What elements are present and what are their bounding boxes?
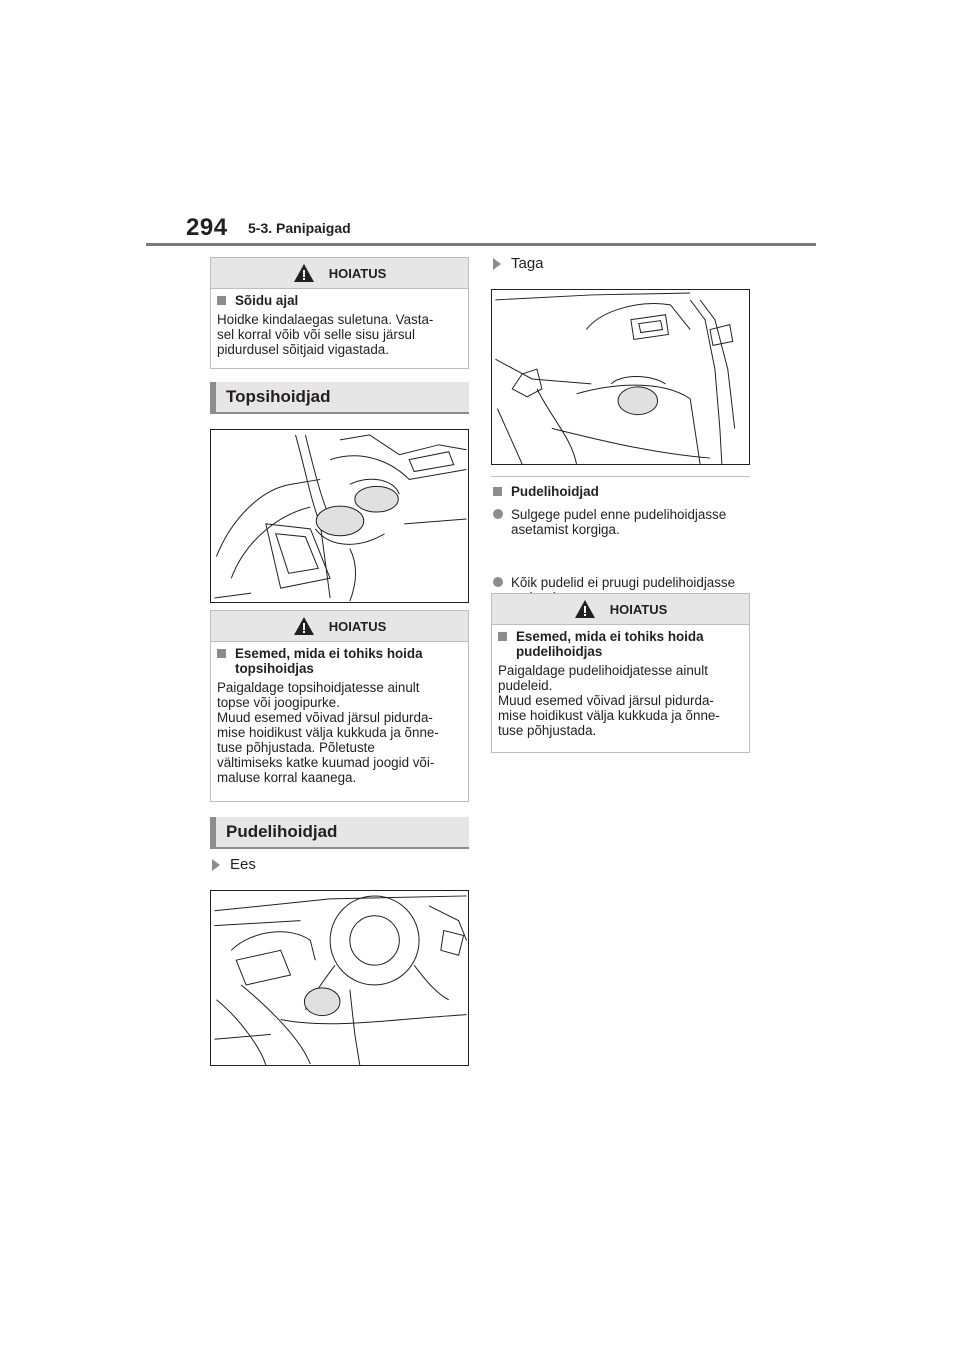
label-rear xyxy=(493,255,544,272)
label-rear-text: Taga xyxy=(511,255,544,272)
section-heading-text: Pudelihoidjad xyxy=(226,822,338,841)
bullet-item: Kõik pudelid ei pruugi pudelihoidjasse xyxy=(493,575,773,605)
heading-bar xyxy=(210,382,216,412)
warning-heading: HOIATUS xyxy=(328,265,387,281)
warning-text-line: tuse põhjustada. xyxy=(498,723,597,738)
warning-text-line: Muud esemed võivad järsul pidurda- xyxy=(498,693,714,708)
header-divider xyxy=(146,243,816,246)
warning-heading: HOIATUS xyxy=(328,618,387,634)
warning-text-line: Muud esemed võivad järsul pidurda- xyxy=(217,710,433,725)
warning-header xyxy=(211,258,468,289)
warning-text-line: tuse põhjustada. Põletuste xyxy=(217,740,375,755)
warning-header xyxy=(492,594,749,625)
bottleholder-subsection-title: Pudelihoidjad xyxy=(493,484,599,499)
heading-bar xyxy=(210,817,216,847)
circle-bullet-icon xyxy=(493,577,503,587)
warning-box-driving xyxy=(210,257,469,369)
warning-triangle-icon xyxy=(574,599,596,619)
warning-text-line: maluse korral kaanega. xyxy=(217,770,357,785)
warning-text-line: Paigaldage topsihoidjatesse ainult xyxy=(217,680,420,695)
section-heading-text: Topsihoidjad xyxy=(226,387,331,406)
rear-bottleholder-illustration xyxy=(491,289,750,465)
warning-heading: HOIATUS xyxy=(609,601,668,617)
warning-triangle-icon xyxy=(293,263,315,283)
triangle-right-icon xyxy=(493,258,501,270)
warning-title: Sõidu ajal xyxy=(217,293,460,308)
section-title: 5-3. Panipaigad xyxy=(248,220,351,236)
square-bullet-icon xyxy=(217,649,226,658)
front-bottleholder-illustration xyxy=(210,890,469,1066)
square-bullet-icon xyxy=(493,487,502,496)
warning-text-line: Paigaldage pudelihoidjatesse ainult xyxy=(498,663,708,678)
section-heading-bottleholders xyxy=(210,817,469,849)
warning-title: Esemed, mida ei tohiks hoida topsihoidjas xyxy=(217,646,460,676)
warning-box-cupholders xyxy=(210,610,469,802)
warning-triangle-icon xyxy=(293,616,315,636)
warning-text-line: pudeleid. xyxy=(498,678,553,693)
warning-text-line: topse või joogipurke. xyxy=(217,695,340,710)
section-heading-cupholders xyxy=(210,382,469,414)
square-bullet-icon xyxy=(217,296,226,305)
warning-text-line: Hoidke kindalaegas suletuna. Vasta- xyxy=(217,312,434,327)
warning-box-bottleholders xyxy=(491,593,750,753)
warning-text-line: mise hoidikust välja kukkuda ja õnne- xyxy=(217,725,439,740)
bullet-item: Sulgege pudel enne pudelihoidjasse asetamist korgiga. xyxy=(493,507,773,537)
warning-text-line: sel korral võib või selle sisu järsul xyxy=(217,327,415,342)
page-number: 294 xyxy=(186,214,228,241)
warning-text-line: vältimiseks katke kuumad joogid või- xyxy=(217,755,435,770)
square-bullet-icon xyxy=(498,632,507,641)
figure-rule xyxy=(491,476,750,477)
warning-text-line: mise hoidikust välja kukkuda ja õnne- xyxy=(498,708,720,723)
warning-header xyxy=(211,611,468,642)
cupholder-illustration xyxy=(210,429,469,603)
label-front xyxy=(212,856,256,873)
triangle-right-icon xyxy=(212,859,220,871)
warning-text-line: pidurdusel sõitjaid vigastada. xyxy=(217,342,389,357)
label-front-text: Ees xyxy=(230,856,256,873)
warning-title: Esemed, mida ei tohiks hoida pudelihoidjas xyxy=(498,629,741,659)
circle-bullet-icon xyxy=(493,509,503,519)
